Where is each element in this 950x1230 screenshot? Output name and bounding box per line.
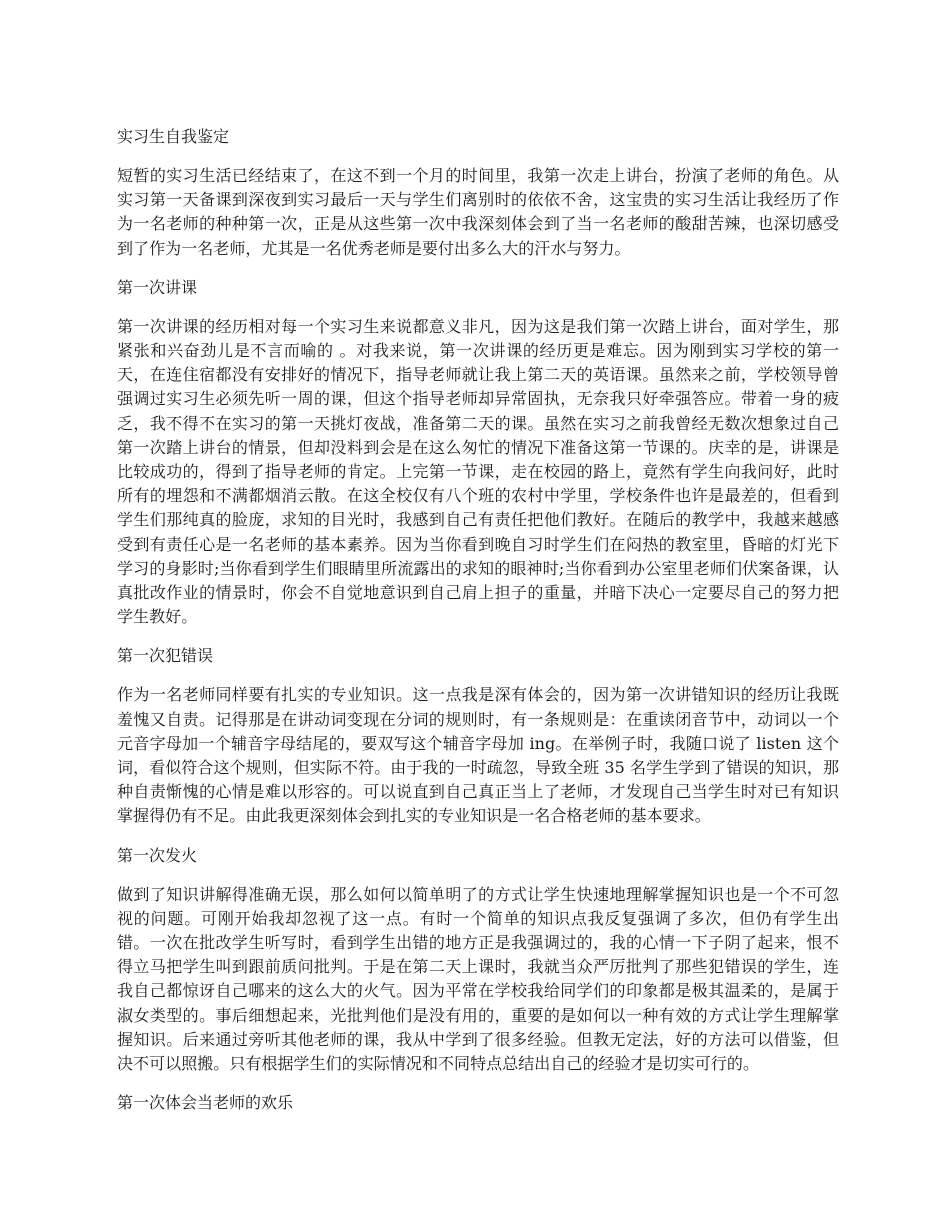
section-heading-first-mistake: 第一次犯错误 [117, 646, 214, 666]
section-body-first-lecture: 第一次讲课的经历相对每一个实习生来说都意义非凡，因为这是我们第一次踏上讲台，面对学生，那紧张和兴奋劲儿是不言而喻的 。对我来说，第一次讲课的经历更是难忘。因为刚到实习学校的第一天，在连住宿都没有安排好的情况下，指导老师就让我上第二天的英语课。虽然来之前，学校领导曾强调过实习生必须先听一周的课，但这个指导老师却异常固执，无奈我只好牵强答应。带着一身的疲乏，我不得不在实习的第一天挑灯夜战，准备第二天的课。虽然在实习之前我曾经无数次想象过自己第一次踏上讲台的情景，但却没料到会是在这么匆忙的情况下准备这第一节课的。庆幸的是，讲课是比较成功的，得到了指导老师的肯定。上完第一节课，走在校园的路上，竟然有学生向我问好，此时所有的埋怨和不满都烟消云散。在这全校仅有八个班的农村中学里，学校条件也许是最差的，但看到学生们那纯真的脸庞，求知的目光时，我感到自己有责任把他们教好。在随后的教学中，我越来越感受到有责任心是一名老师的基本素养。因为当你看到晚自习时学生们在闷热的教室里，昏暗的灯光下学习的身影时;当你看到学生们眼睛里所流露出的求知的眼神时;当你看到办公室里老师们伏案备课，认真批改作业的情景时，你会不自觉地意识到自己肩上担子的重量，并暗下决心一定要尽自己的努力把学生教好。 [117, 316, 839, 627]
section-heading-first-anger: 第一次发火 [117, 845, 198, 865]
section-body-first-anger: 做到了知识讲解得准确无误，那么如何以简单明了的方式让学生快速地理解掌握知识也是一个不可忽视的问题。可刚开始我却忽视了这一点。有时一个简单的知识点我反复强调了多次，但仍有学生出错。一次在批改学生听写时，看到学生出错的地方正是我强调过的，我的心情一下子阴了起来，恨不得立马把学生叫到跟前质问批判。于是在第二天上课时，我就当众严厉批判了那些犯错误的学生，连我自己都惊讶自己哪来的这么大的火气。因为平常在学校我给同学们的印象都是极其温柔的，是属于淑女类型的。事后细想起来，光批判他们是没有用的，重要的是如何以一种有效的方式让学生理解掌握知识。后来通过旁听其他老师的课，我从中学到了很多经验。但教无定法，好的方法可以借鉴，但决不可以照搬。只有根据学生们的实际情况和不同特点总结出自己的经验才是切实可行的。 [117, 884, 839, 1074]
document-page [117, 124, 839, 1130]
document-title: 实习生自我鉴定 [117, 127, 230, 146]
section-heading-first-lecture: 第一次讲课 [117, 277, 198, 297]
intro-paragraph: 短暂的实习生活已经结束了，在这不到一个月的时间里，我第一次走上讲台，扮演了老师的角色。从实习第一天备课到深夜到实习最后一天与学生们离别时的依依不舍，这宝贵的实习生活让我经历了作为一名老师的种种第一次，正是从这些第一次中我深刻体会到了当一名老师的酸甜苦辣，也深切感受到了作为一名老师，尤其是一名优秀老师是要付出多么大的汗水与努力。 [117, 166, 839, 258]
section-heading-first-joy: 第一次体会当老师的欢乐 [117, 1093, 294, 1113]
section-body-first-mistake: 作为一名老师同样要有扎实的专业知识。这一点我是深有体会的，因为第一次讲错知识的经历让我既羞愧又自责。记得那是在讲动词变现在分词的规则时，有一条规则是：在重读闭音节中，动词以一个元音字母加一个辅音字母结尾的，要双写这个辅音字母加 ing。在举例子时，我随口说了 listen 这个词，看似符合这个规则，但实际不符。由于我的一时疏忽，导致全班 35 名学生学到了错误的知识，那种自责惭愧的心情是难以形容的。可以说直到自己真正当上了老师，才发现自己当学生时对已有知识掌握得仍有不足。由此我更深刻体会到扎实的专业知识是一名合格老师的基本要求。 [117, 685, 839, 826]
